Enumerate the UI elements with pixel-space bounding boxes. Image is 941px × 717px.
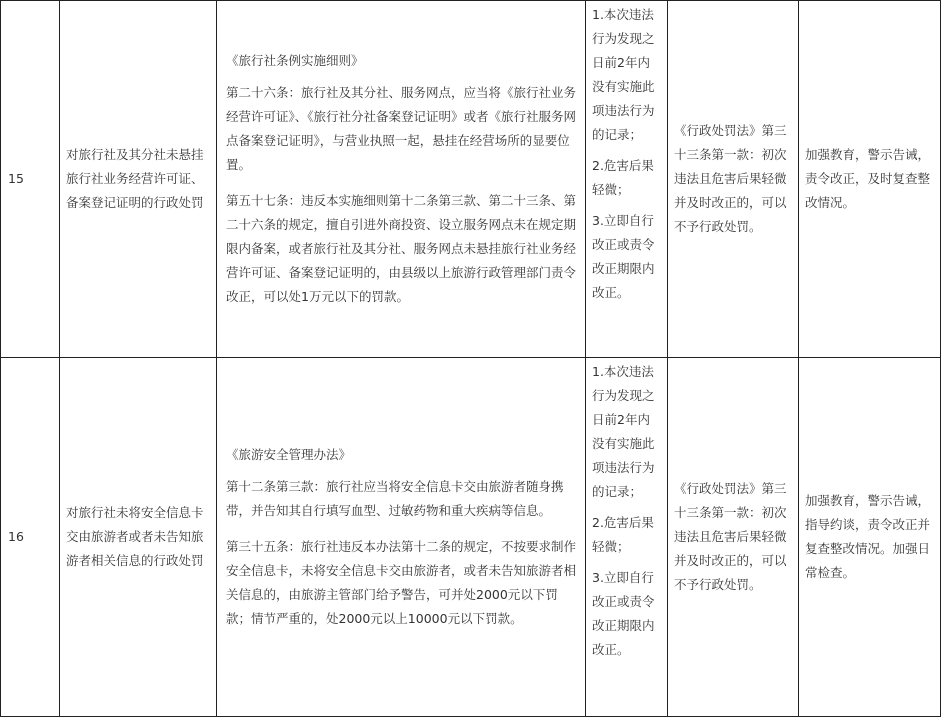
regulation-title: 《旅游安全管理办法》	[226, 447, 352, 462]
follow-up-measures: 加强教育，警示告诫，责令改正，及时复查整改情况。	[799, 1, 941, 358]
exemption-conditions	[586, 358, 668, 717]
condition-item: 3.立即自行改正或责令改正期限内改正。	[592, 570, 655, 657]
regulation-article: 第五十七条：违反本实施细则第十二条第三款、第二十三条、第二十六条的规定，擅自引进外商投资、设立服务网点未在规定期限内备案，或者旅行社及其分社、服务网点未悬挂旅行社业务经营许可证、备案登记证明的，由县级以上旅游行政管理部门责令改正，可以处1万元以下的罚款。	[226, 193, 577, 304]
table-row	[1, 358, 941, 717]
exemption-legal-basis: 《行政处罚法》第三十三条第一款：初次违法且危害后果轻微并及时改正的，可以不予行政处罚。	[668, 358, 799, 717]
row-number: 15	[1, 1, 60, 358]
regulation-title: 《旅行社条例实施细则》	[226, 53, 364, 68]
violation-item: 对旅行社未将安全信息卡交由旅游者或者未告知旅游者相关信息的行政处罚	[60, 358, 217, 717]
violation-item: 对旅行社及其分社未悬挂旅行社业务经营许可证、备案登记证明的行政处罚	[60, 1, 217, 358]
row-number: 16	[1, 358, 60, 717]
regulation-article: 第十二条第三款：旅行社应当将安全信息卡交由旅游者随身携带，并告知其自行填写血型、过敏药物和重大疾病等信息。	[226, 479, 564, 518]
regulation-article: 第三十五条：旅行社违反本办法第十二条的规定，不按要求制作安全信息卡，未将安全信息卡交由旅游者，或者未告知旅游者相关信息的，由旅游主管部门给予警告，可并处2000元以下罚款；情节严重的，处2000元以上10000元以下罚款。	[226, 539, 577, 626]
table-row	[1, 1, 941, 358]
condition-item: 3.立即自行改正或责令改正期限内改正。	[592, 213, 655, 300]
condition-item: 2.危害后果轻微；	[592, 158, 654, 197]
condition-item: 1.本次违法行为发现之日前2年内没有实施此项违法行为的记录；	[592, 364, 655, 499]
penalty-basis	[217, 1, 586, 358]
follow-up-measures: 加强教育，警示告诫，指导约谈，责令改正并复查整改情况。加强日常检查。	[799, 358, 941, 717]
condition-item: 2.危害后果轻微；	[592, 515, 654, 554]
exemption-conditions	[586, 1, 668, 358]
condition-item: 1.本次违法行为发现之日前2年内没有实施此项违法行为的记录；	[592, 7, 655, 142]
regulation-article: 第二十六条：旅行社及其分社、服务网点，应当将《旅行社业务经营许可证》、《旅行社分社备案登记证明》或者《旅行社服务网点备案登记证明》，与营业执照一起，悬挂在经营场所的显要位置。	[226, 85, 577, 172]
exemption-legal-basis: 《行政处罚法》第三十三条第一款：初次违法且危害后果轻微并及时改正的，可以不予行政处罚。	[668, 1, 799, 358]
penalty-basis	[217, 358, 586, 717]
